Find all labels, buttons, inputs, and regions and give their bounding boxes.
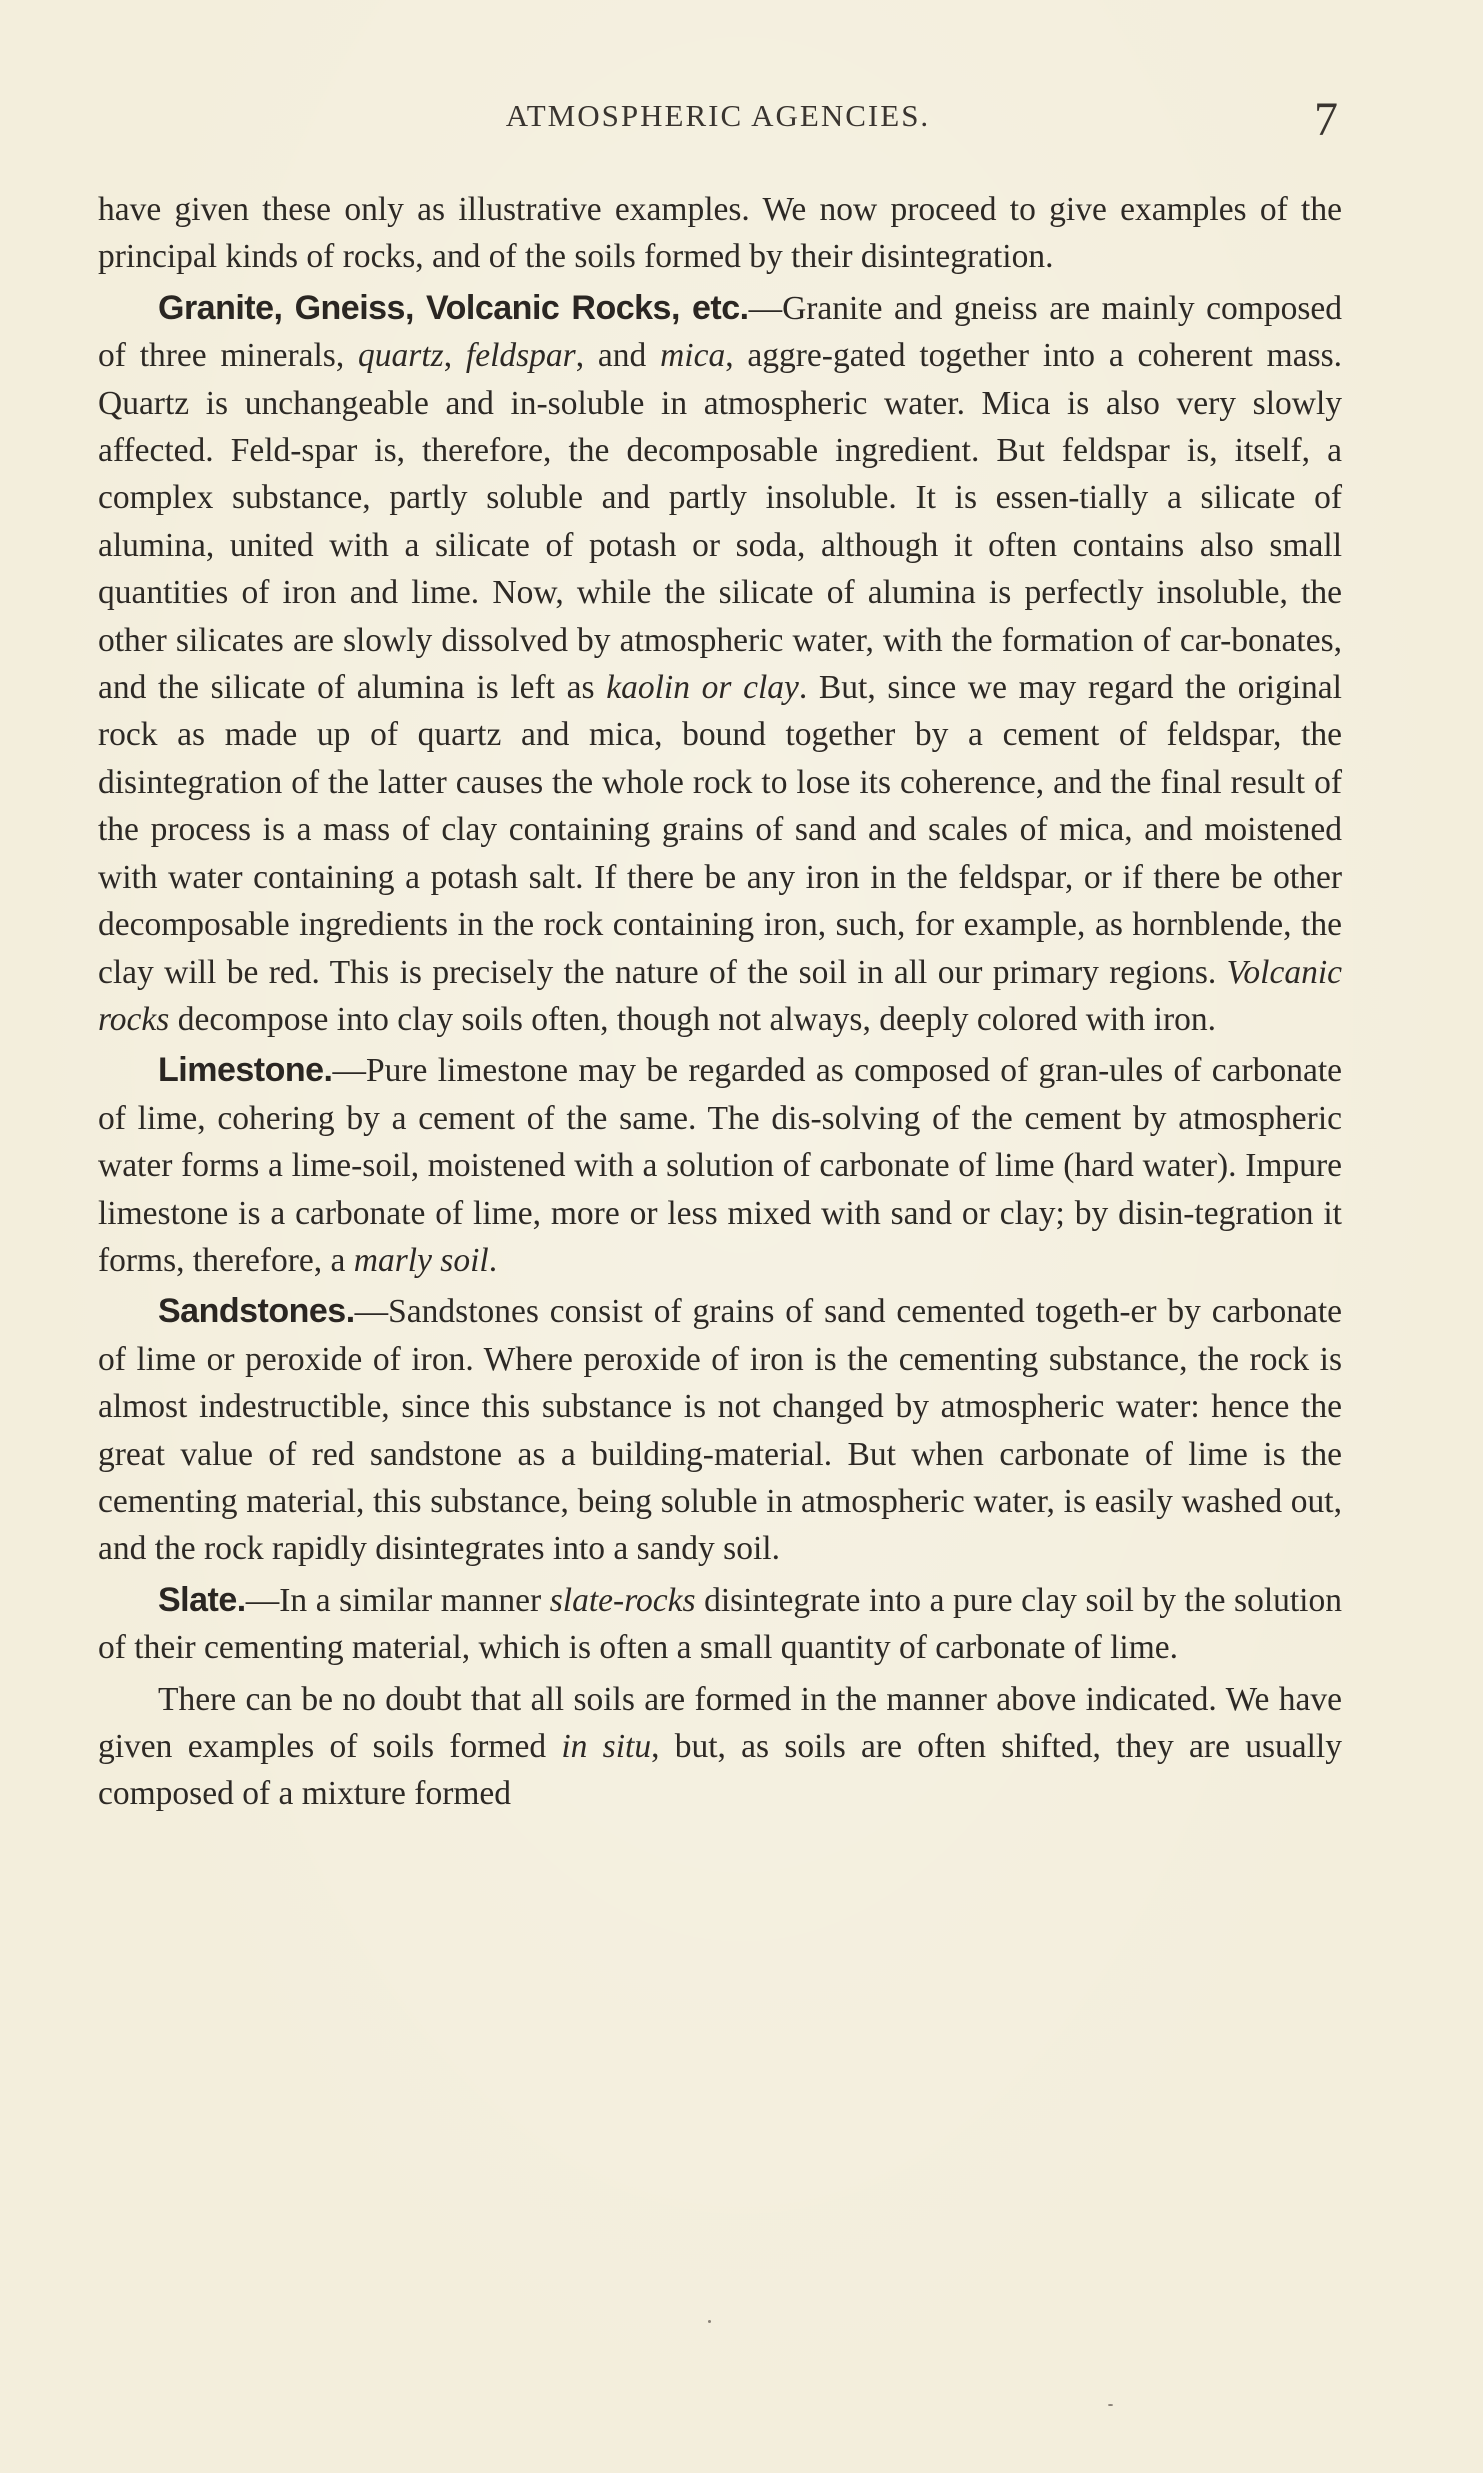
running-title: ATMOSPHERIC AGENCIES. xyxy=(505,98,931,133)
paragraph-closing xyxy=(98,1676,1342,1818)
text-run: . But, since we may regard the original rock as made up of quartz and mica, bound together by a cement of feldspar, the disintegration of the latter causes the whole rock to lose its coherence, and the final result of the process is a mass of clay containing grains of sand and scales of mica, and moistened with water containing a potash salt. If there be any iron in the feldspar, or if there be other decomposable ingredients in the rock containing iron, such, for example, as hornblende, the clay will be red. This is precisely the nature of the soil in all our primary regions. xyxy=(98,669,1342,991)
paper-speck xyxy=(1108,2404,1113,2406)
italic-term: feldspar xyxy=(465,337,576,375)
text-run: , xyxy=(443,337,466,375)
italic-term: kaolin or clay xyxy=(606,669,799,707)
text-run: decompose into clay soils often, though not always, deeply colored with iron. xyxy=(169,1000,1216,1038)
body-text xyxy=(98,186,1342,1818)
section-heading-granite: Granite, Gneiss, Volcanic Rocks, etc. xyxy=(158,288,749,327)
italic-term: Volcanic rocks xyxy=(98,953,1342,1038)
text-run: —Granite and gneiss are mainly composed of three minerals, xyxy=(98,289,1343,375)
italic-term: slate-rocks xyxy=(549,1581,696,1619)
text-run: , and xyxy=(575,337,661,375)
text-run: disintegrate into a pure clay soil by the solution of their cementing material, which is often a small quantity of carbonate of lime. xyxy=(98,1581,1342,1667)
italic-term: quartz xyxy=(358,337,444,375)
paragraph-limestone xyxy=(98,1047,1342,1284)
running-head xyxy=(98,92,1338,152)
paragraph-intro xyxy=(98,186,1342,281)
paragraph-slate xyxy=(98,1577,1342,1672)
text-run: . xyxy=(488,1241,498,1279)
paper-speck xyxy=(708,2320,711,2323)
section-heading-slate: Slate. xyxy=(158,1580,246,1619)
text-run: have given these only as illustrative examples. We now proceed to give examples of the principal kinds of rocks, and of the soils formed by their disintegration. xyxy=(98,191,1342,276)
text-run: , but, as soils are often shifted, they are usually composed of a mixture formed xyxy=(98,1728,1342,1813)
italic-term: in situ xyxy=(561,1728,652,1765)
section-heading-sandstones: Sandstones. xyxy=(158,1292,355,1331)
text-run: —Sandstones consist of grains of sand cemented togeth-er by carbonate of lime or peroxide of iron. Where peroxide of iron is the cementing substance, the rock is almost indestructible, since this substance is not changed by atmospheric water: hence the great value of red sandstone as a building-material. But when carbonate of lime is the cementing material, this substance, being soluble in atmospheric water, is easily washed out, and the rock rapidly disintegrates into a sandy soil. xyxy=(98,1293,1342,1568)
italic-term: mica xyxy=(660,337,726,375)
text-run: , aggre-gated together into a coherent mass. Quartz is unchangeable and in-soluble in atmospheric water. Mica is also very slowly affected. Feld-spar is, therefore, the decomposable ingredient. But feldspar is, itself, a complex substance, partly soluble and partly insoluble. It is essen-tially a silicate of alumina, united with a silicate of potash or soda, although it often contains also small quantities of iron and lime. Now, while the silicate of alumina is perfectly insoluble, the other silicates are slowly dissolved by atmospheric water, with the formation of car-bonates, and the silicate of alumina is left as xyxy=(98,337,1343,707)
text-run: There can be no doubt that all soils are formed in the manner above indicated. We have given examples of soils formed xyxy=(98,1680,1342,1765)
paragraph-sandstones xyxy=(98,1288,1342,1572)
paragraph-granite xyxy=(98,285,1342,1044)
page-number: 7 xyxy=(1314,93,1338,146)
section-heading-limestone: Limestone. xyxy=(158,1051,333,1090)
text-run: —Pure limestone may be regarded as composed of gran-ules of carbonate of lime, cohering by a cement of the same. The dis-solving of the cement by atmospheric water forms a lime-soil, moistened with a solution of carbonate of lime (hard water). Impure limestone is a carbonate of lime, more or less mixed with sand or clay; by disin-tegration it forms, therefore, a xyxy=(98,1052,1342,1279)
text-run: —In a similar manner xyxy=(245,1581,550,1619)
italic-term: marly soil xyxy=(353,1241,489,1279)
